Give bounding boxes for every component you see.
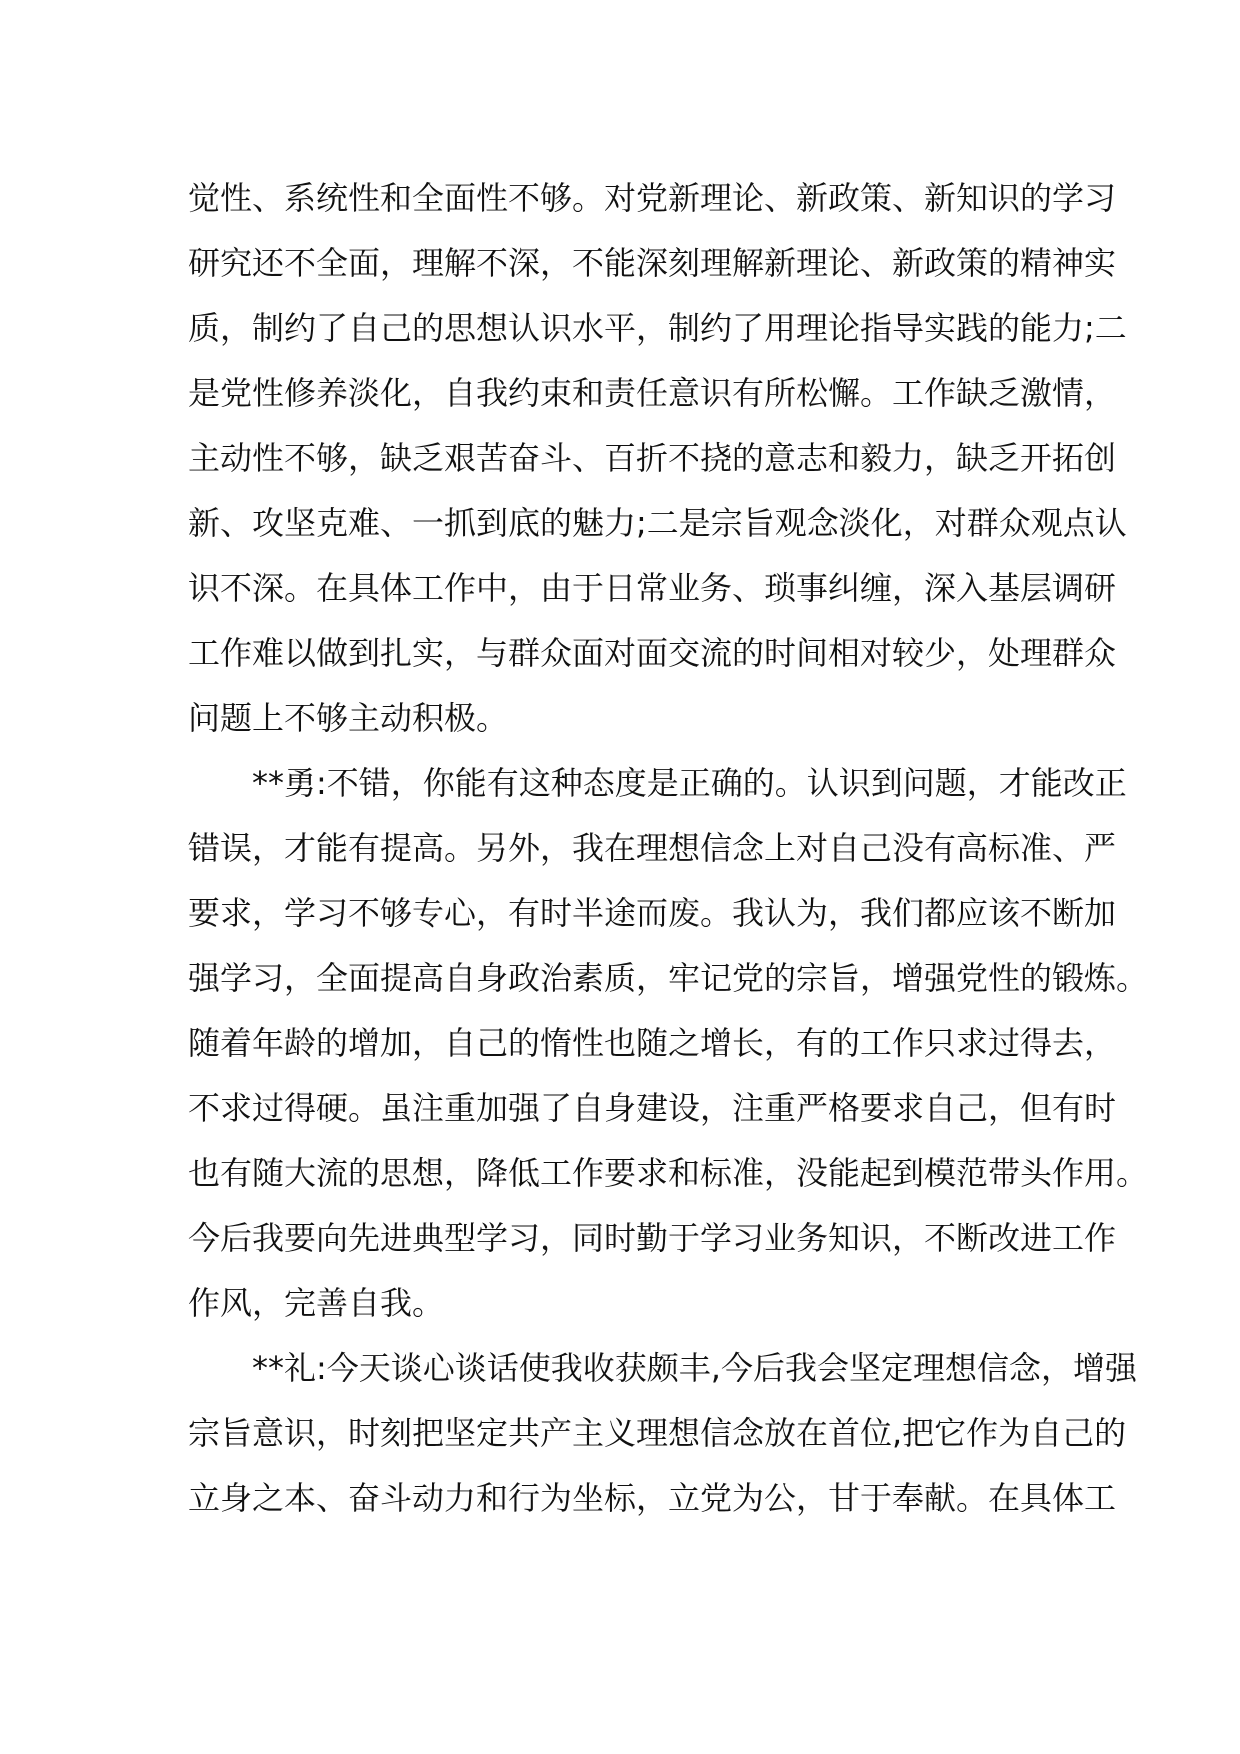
text-line: 研究还不全面，理解不深，不能深刻理解新理论、新政策的精神实: [188, 244, 1117, 282]
text-line: 不求过得硬。虽注重加强了自身建设，注重严格要求自己，但有时: [188, 1089, 1117, 1127]
text-line: 觉性、系统性和全面性不够。对党新理论、新政策、新知识的学习: [188, 179, 1117, 217]
text-line: 也有随大流的思想，降低工作要求和标准，没能起到模范带头作用。: [188, 1154, 1149, 1192]
text-line: 立身之本、奋斗动力和行为坐标，立党为公，甘于奉献。在具体工: [188, 1479, 1117, 1517]
text-line: 问题上不够主动积极。: [188, 699, 509, 737]
text-line: 新、攻坚克难、一抓到底的魅力;二是宗旨观念淡化，对群众观点认: [188, 504, 1127, 542]
text-line: 质，制约了自己的思想认识水平，制约了用理论指导实践的能力;二: [188, 309, 1127, 347]
text-line: 识不深。在具体工作中，由于日常业务、琐事纠缠，深入基层调研: [188, 569, 1117, 607]
text-line: **勇:不错，你能有这种态度是正确的。认识到问题，才能改正: [188, 764, 1127, 802]
text-line: **礼:今天谈心谈话使我收获颇丰,今后我会坚定理想信念，增强: [188, 1349, 1137, 1387]
text-line: 宗旨意识，时刻把坚定共产主义理想信念放在首位,把它作为自己的: [188, 1414, 1127, 1452]
text-line: 是党性修养淡化，自我约束和责任意识有所松懈。工作缺乏激情，: [188, 374, 1117, 412]
text-line: 工作难以做到扎实，与群众面对面交流的时间相对较少，处理群众: [188, 634, 1117, 672]
text-line: 随着年龄的增加，自己的惰性也随之增长，有的工作只求过得去，: [188, 1024, 1117, 1062]
text-line: 要求，学习不够专心，有时半途而废。我认为，我们都应该不断加: [188, 894, 1117, 932]
text-line: 强学习，全面提高自身政治素质，牢记党的宗旨，增强党性的锻炼。: [188, 959, 1149, 997]
text-line: 今后我要向先进典型学习，同时勤于学习业务知识，不断改进工作: [188, 1219, 1117, 1257]
text-line: 主动性不够，缺乏艰苦奋斗、百折不挠的意志和毅力，缺乏开拓创: [188, 439, 1117, 477]
text-line: 错误，才能有提高。另外，我在理想信念上对自己没有高标准、严: [188, 829, 1117, 867]
text-line: 作风，完善自我。: [188, 1284, 445, 1322]
body-text: [188, 166, 1149, 1531]
